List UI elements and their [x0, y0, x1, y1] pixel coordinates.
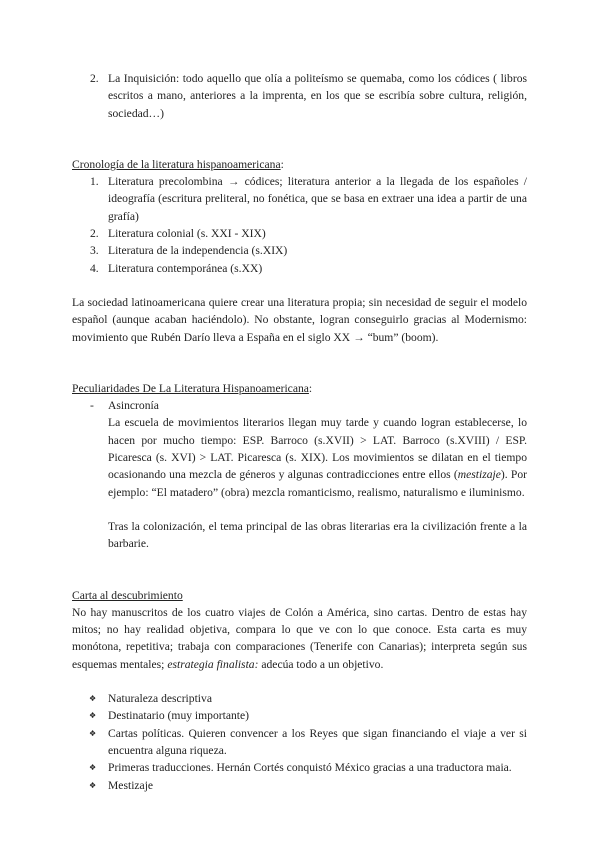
diamond-bullet-icon: ❖ [89, 711, 97, 721]
list-item [72, 707, 527, 724]
list-item [72, 225, 527, 242]
list-item-text: Literatura colonial (s. XXI - XIX) [108, 227, 266, 241]
section-heading-peculiarities: Peculiaridades De La Literatura Hispanoamericana: [72, 381, 313, 395]
list-item-text: Primeras traducciones. Hernán Cortés conquistó México gracias a una traductora maia. [108, 761, 512, 775]
list-number: 2. [90, 227, 99, 241]
list-number: 3. [90, 244, 99, 258]
list-number: 2. [90, 72, 99, 85]
list-item [72, 725, 527, 760]
list-item [72, 260, 527, 277]
letter-bullet-list [72, 690, 527, 794]
asynchrony-paragraph: La escuela de movimientos literarios llegan muy tarde y cuando logran establecerse, lo hacen por mucho tiempo: ESP. Barroco (s.XVII) > LAT. Barroco (s.XVIII) / ESP. Picaresca (s. XVI) > LAT. Picaresca (s. XIX). Los movimientos se dilatan en el tiempo ocasionando una mezcla de géneros y algunas contradicciones entre ellos (mestizaje). Por ejemplo: “El matadero” (obra) mezcla romanticismo, realismo, naturalismo e iluminismo. [108, 416, 528, 499]
list-item-text: Naturaleza descriptiva [108, 692, 212, 706]
list-item-text: La Inquisición: todo aquello que olía a politeísmo se quemaba, como los códices ( libros escritos a mano, anteriores a la imprenta, en los que se escribía sobre cultura, religión, sociedad…) [108, 72, 527, 120]
list-item-title: Asincronía [108, 399, 159, 413]
list-item-asynchrony [72, 397, 527, 552]
diamond-bullet-icon: ❖ [89, 780, 97, 790]
list-item [72, 777, 527, 794]
section-heading-chronology: Cronología de la literatura hispanoamericana: [72, 157, 284, 171]
list-item [72, 173, 527, 225]
list-item-text: Literatura precolombina → códices; literatura anterior a la llegada de los españoles / ideografía (escritura preliteral, no fonética, que se basa en extraer una idea a partir de una grafía) [108, 175, 527, 223]
list-item [72, 690, 527, 707]
list-number: 4. [90, 261, 99, 275]
chronology-list [72, 173, 527, 277]
document-page [72, 70, 527, 794]
list-item-text: Mestizaje [108, 778, 154, 792]
dash-marker: - [90, 399, 94, 413]
diamond-bullet-icon: ❖ [89, 763, 97, 773]
list-item [72, 242, 527, 259]
diamond-bullet-icon: ❖ [89, 694, 97, 704]
letter-paragraph: No hay manuscritos de los cuatro viajes de Colón a América, sino cartas. Dentro de estas hay mitos; no hay realidad objetiva, compara lo que ve con lo que conoce. Esta carta es muy monótona, repetitiva; trabaja con comparaciones (Tenerife con Canarias); interpreta según sus esquemas mentales; estrategia finalista: adecúa todo a un objetivo. [72, 605, 527, 671]
inquisition-list [72, 70, 527, 122]
colonization-paragraph: Tras la colonización, el tema principal de las obras literarias era la civilización frente a la barbarie. [108, 519, 527, 551]
list-item [72, 70, 527, 122]
list-item [72, 759, 527, 776]
list-item-text: Literatura contemporánea (s.XX) [108, 261, 263, 275]
society-paragraph: La sociedad latinoamericana quiere crear una literatura propia; sin necesidad de seguir el modelo español (aunque acaban haciéndolo). No obstante, logran conseguirlo gracias al Modernismo: movimiento que Rubén Darío lleva a España en el siglo XX → “bum” (boom). [72, 295, 527, 344]
diamond-bullet-icon: ❖ [89, 728, 97, 738]
list-item-text: Literatura de la independencia (s.XIX) [108, 244, 288, 258]
list-number: 1. [90, 175, 99, 189]
list-item-text: Destinatario (muy importante) [108, 709, 250, 723]
section-heading-letter: Carta al descubrimiento [72, 588, 183, 602]
list-item-text: Cartas políticas. Quieren convencer a los Reyes que sigan financiando el viaje a ver si encuentra alguna riqueza. [108, 726, 527, 757]
